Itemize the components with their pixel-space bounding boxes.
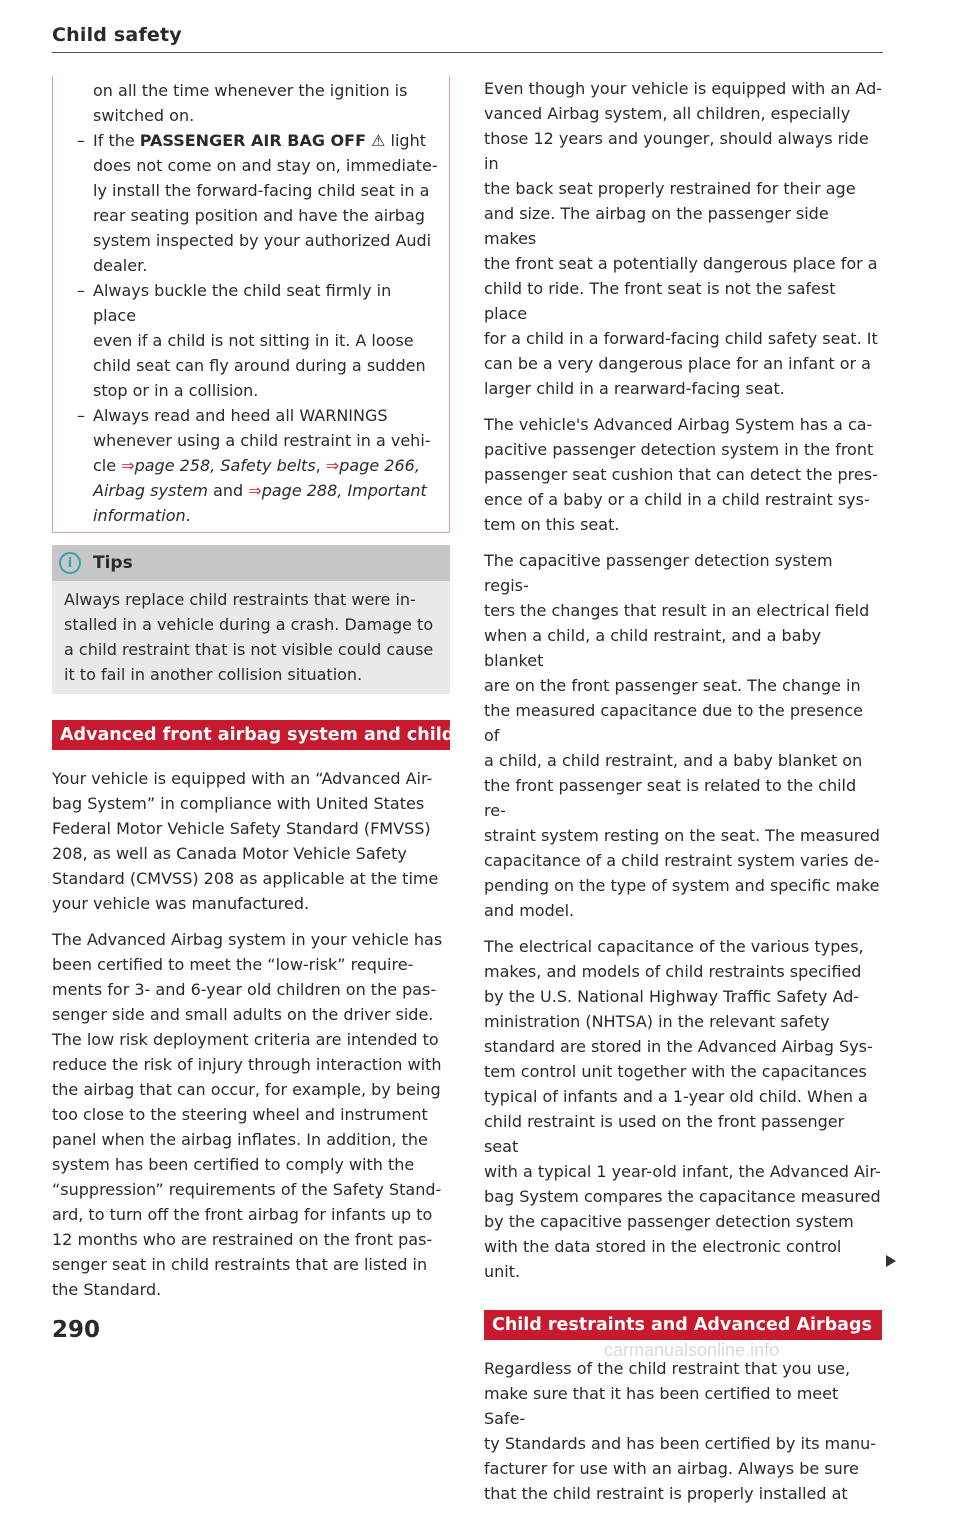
paragraph: The vehicle's Advanced Airbag System has a ca- pacitive passenger detection system in the front passenger seat cushion that can detect the pres- ence of a baby or a child in a child restraint sys- tem on this seat. (484, 415, 878, 534)
tips-header (52, 545, 450, 581)
link-airbag-system[interactable]: Airbag system (93, 481, 209, 500)
info-icon: i (59, 552, 81, 574)
link-important-information[interactable]: page 288, Important (261, 481, 427, 500)
paragraph: Your vehicle is equipped with an “Advanced Air- bag System” in compliance with United States Federal Motor Vehicle Safety Standard (FMVSS) 208, as well as Canada Motor Vehicle Safety Standard (CMVSS) 208 as applicable at the time your vehicle was manufactured. (52, 769, 439, 913)
left-column (52, 80, 488, 1313)
continue-next-page-icon (886, 1255, 896, 1267)
paragraph: The electrical capacitance of the various types, makes, and models of child restraints specified by the U.S. National Highway Traffic Safety Ad- ministration (NHTSA) in the relevant safety standard are stored in the Advanced Airbag Sys- tem control unit together with the capacitances typical of infants and a 1-year old child. When a child restraint is used on the front passenger seat with a typical 1 year-old infant, the Advanced Air- bag System compares the capacitance measured by the capacitive passenger detection system with the data stored in the electronic control unit. (484, 937, 881, 1281)
section-heading-child-restraints: Child restraints and Advanced Airbags (484, 1310, 882, 1340)
passenger-airbag-off-icon: ⚠ (371, 131, 386, 150)
page-ref-arrow-icon: ⇒ (248, 481, 262, 500)
watermark: carmanualsonline.info (604, 1340, 780, 1360)
page-header-title: Child safety (52, 24, 182, 46)
page-ref-arrow-icon: ⇒ (325, 456, 340, 475)
paragraph: Regardless of the child restraint that you use, make sure that it has been certified to meet Safe- ty Standards and has been certified by its manu- facturer for use with an airbag. Always be sure that the child restraint is properly installed at (484, 1359, 877, 1503)
section-heading-advanced-airbag: Advanced front airbag system and children (52, 720, 450, 750)
warning-bullet-read-warnings: – Always read and heed all WARNINGS whenever using a child restraint in a vehi- cle ⇒page 258, Safety belts, ⇒page 266, Airbag system and ⇒page 288, Important information. (77, 406, 431, 525)
paragraph: Even though your vehicle is equipped with an Ad- vanced Airbag system, all children, especially those 12 years and younger, should always ride in the back seat properly restrained for their age and size. The airbag on the passenger side makes the front seat a potentially dangerous place for a child to ride. The front seat is not the safest place for a child in a forward-facing child safety seat. It can be a very dangerous place for an infant or a larger child in a rearward-facing seat. (484, 79, 883, 398)
paragraph: The capacitive passenger detection system regis- ters the changes that result in an electrical field when a child, a child restraint, and a baby blanket are on the front passenger seat. The change in the measured capacitance due to the presence of a child, a child restraint, and a baby blanket on the front passenger seat is related to the child re- straint system resting on the seat. The measured capacitance of a child restraint system varies de- pending on the type of system and specific make and model. (484, 551, 880, 920)
link-airbag-system-page[interactable]: page 266, (339, 456, 420, 475)
page-number: 290 (52, 1317, 101, 1343)
header-divider (52, 52, 883, 53)
warning-intro: on all the time whenever the ignition is switched on. (93, 81, 408, 125)
warning-bullet-buckle-seat: – Always buckle the child seat firmly in place even if a child is not sitting in it. A loose child seat can fly around during a sudden stop or in a collision. (77, 281, 426, 400)
right-column (484, 76, 882, 1517)
warning-box-continued (52, 76, 450, 533)
tips-title: Tips (93, 552, 133, 573)
paragraph: The Advanced Airbag system in your vehicle has been certified to meet the “low-risk” require- ments for 3- and 6-year old children on the pas- senger side and small adults on the driver side. The low risk deployment criteria are intended to reduce the risk of injury through interaction with the airbag that can occur, for example, by being too close to the steering wheel and instrument panel when the airbag inflates. In addition, the system has been certified to comply with the “suppression” requirements of the Safety Stand- ard, to turn off the front airbag for infants up to 12 months who are restrained on the front pas- senger seat in child restraints that are listed in the Standard. (52, 930, 443, 1299)
tips-body: Always replace child restraints that were in- stalled in a vehicle during a crash. Damage to a child restraint that is not visible could cause it to fail in another collision situation. (52, 581, 450, 694)
page-ref-arrow-icon: ⇒ (121, 456, 135, 475)
warning-bullet-airbag-light: – If the PASSENGER AIR BAG OFF ⚠ light does not come on and stay on, immediate- ly install the forward-facing child seat in a rear seating position and have the airbag system inspected by your authorized Audi dealer. (77, 131, 438, 275)
link-safety-belts[interactable]: page 258, Safety belts (134, 456, 316, 475)
